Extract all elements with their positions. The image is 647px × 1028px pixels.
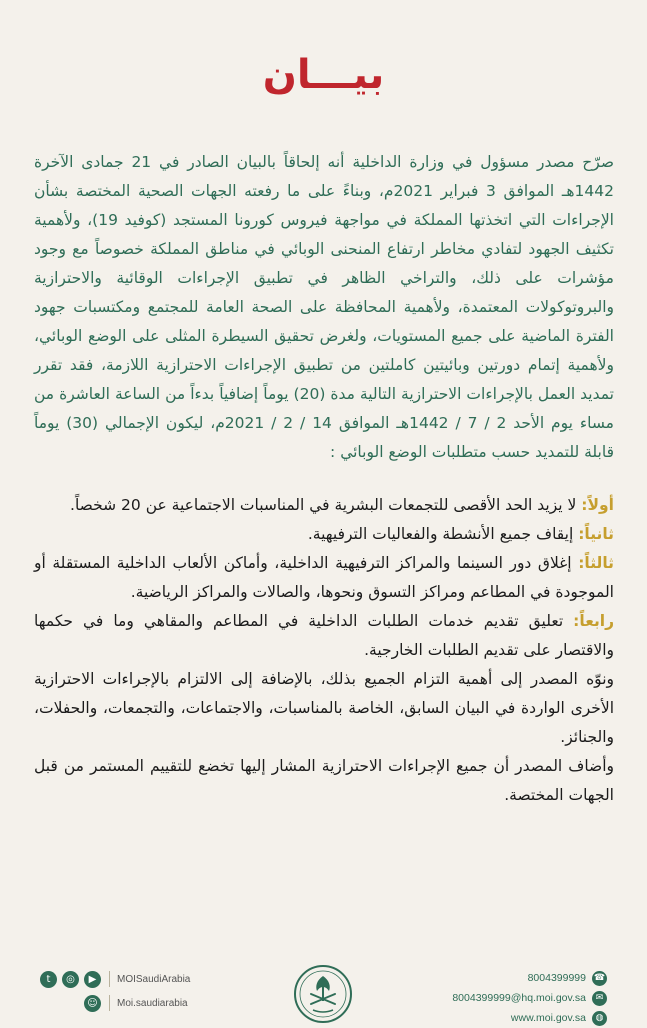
ministry-emblem-icon [293,964,353,1024]
twitter-icon[interactable]: t [40,971,57,988]
measure-item-1 [34,491,614,520]
measure-label: ثانياً: [578,525,614,543]
phone-icon: ☎ [592,971,607,986]
website-row [452,1008,607,1028]
measure-text: إيقاف جميع الأنشطة والفعاليات الترفيهية. [307,525,579,543]
measures-list [34,491,614,810]
email-icon: ✉ [592,991,607,1006]
divider [109,971,110,987]
phone-row [452,968,607,988]
intro-paragraph: صرّح مصدر مسؤول في وزارة الداخلية أنه إلحاقاً بالبيان الصادر في 21 جمادى الآخرة 1442هـ الموافق 3 فبراير 2021م، وبناءً على ما رفعته الجهات الصحية المختصة بشأن الإجراءات التي اتخذتها المملكة في مواجهة فيروس كورونا المستجد (كوفيد 19)، ولأهمية تكثيف الجهود لتفادي مخاطر ارتفاع المنحنى الوبائي في مناطق المملكة خصوصاً مع وجود مؤشرات على ذلك، والتراخي الظاهر في تطبيق الإجراءات الوقائية والاحترازية والبروتوكولات المعتمدة، ولأهمية المحافظة على الصحة العامة للمجتمع ومكتسبات جهود الفترة الماضية على جميع المستويات، ولغرض تحقيق السيطرة المثلى على الوضع الوبائي، ولأهمية إتمام دورتين وبائيتين كاملتين من تطبيق الإجراءات الاحترازية اللازمة، فقد تقرر تمديد العمل بالإجراءات الاحترازية التالية مدة (20) يوماً إضافياً بدءاً من الساعة العاشرة من مساء يوم الأحد 2 / 7 / 1442هـ الموافق 14 / 2 / 2021م، ليكون الإجمالي (30) يوماً قابلة للتمديد حسب متطلبات الوضع الوبائي : [34,153,614,461]
phone-number[interactable]: 8004399999 [527,972,586,984]
social-links [40,968,190,1016]
globe-icon: ◍ [592,1011,607,1026]
instagram-icon[interactable]: ◎ [62,971,79,988]
measure-item-4 [34,607,614,665]
measure-label: رابعاً: [573,612,614,630]
snapchat-icon[interactable]: ☺ [84,995,101,1012]
youtube-icon[interactable]: ▶ [84,971,101,988]
social-handle[interactable]: MOISaudiArabia [117,973,191,985]
social-row [40,968,190,990]
snapchat-handle[interactable]: Moi.saudiarabia [117,997,188,1009]
footer [0,960,647,1024]
snapchat-row [40,992,190,1014]
measure-item-2 [34,520,614,549]
statement-body [34,148,614,810]
page-title: بيـــان [262,52,385,98]
email-row [452,988,607,1008]
contact-info [452,968,607,1028]
measure-label: ثالثاً: [578,554,614,572]
email-address[interactable]: 8004399999@hq.moi.gov.sa [452,992,586,1004]
closing-paragraph-2: وأضاف المصدر أن جميع الإجراءات الاحترازية المشار إليها تخضع للتقييم المستمر من قبل الجهات المختصة. [34,757,614,804]
measure-text: إغلاق دور السينما والمراكز الترفيهية الداخلية، وأماكن الألعاب الداخلية المستقلة أو الموجودة في المطاعم ومراكز التسوق ونحوها، والصالات والمراكز الرياضية. [34,554,614,601]
measure-item-3 [34,549,614,607]
closing-paragraph-1: ونوّه المصدر إلى أهمية التزام الجميع بذلك، بالإضافة إلى الالتزام بالإجراءات الاحترازية الأخرى الواردة في البيان السابق، الخاصة بالمناسبات، والاجتماعات، والتجمعات، والحفلات، والجنائز. [34,670,614,746]
measure-label: أولاً: [581,496,614,514]
measure-text: تعليق تقديم خدمات الطلبات الداخلية في المطاعم والمقاهي وما في حكمها والاقتصار على تقديم الطلبات الخارجية. [34,612,614,659]
measure-text: لا يزيد الحد الأقصى للتجمعات البشرية في المناسبات الاجتماعية عن 20 شخصاً. [70,496,582,514]
website-link[interactable]: www.moi.gov.sa [510,1012,586,1024]
divider [109,995,110,1011]
